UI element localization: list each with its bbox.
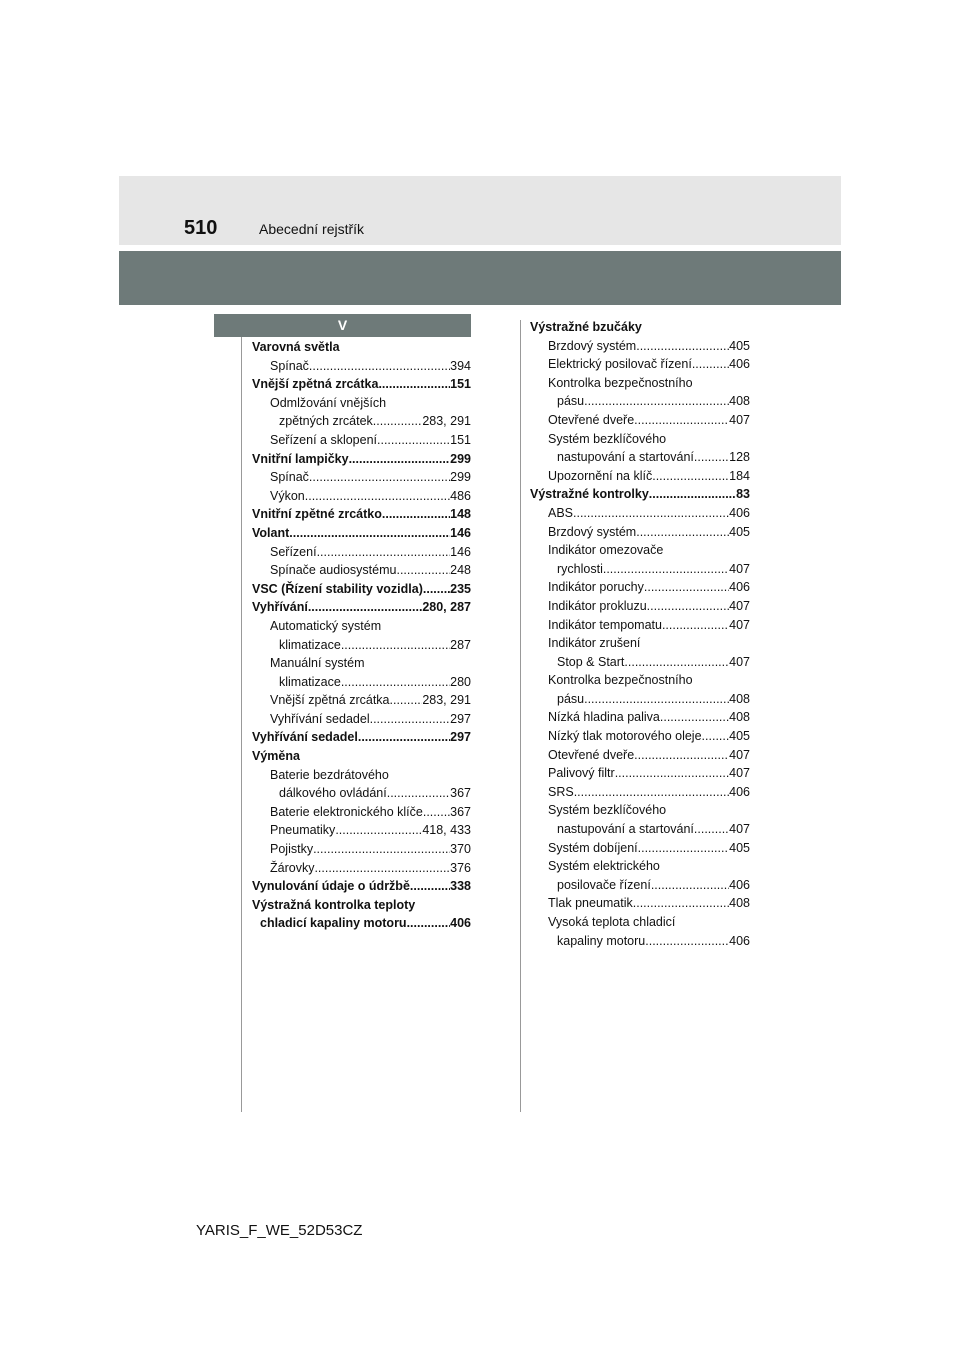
index-entry-term: rychlosti: [557, 561, 603, 576]
index-entry: [530, 504, 750, 523]
index-entry-pages: 148: [450, 507, 471, 522]
dot-leader: [390, 691, 423, 710]
dot-leader: [573, 504, 729, 523]
index-entry-term: Výstražná kontrolka teploty: [252, 897, 416, 912]
index-entry-pages: 407: [729, 654, 750, 669]
dot-leader: [634, 746, 729, 765]
dot-leader: [396, 561, 450, 580]
index-entry: [252, 766, 471, 785]
dot-leader: [335, 821, 422, 840]
index-entry-pages: 287: [450, 637, 471, 652]
index-entry: [530, 690, 750, 709]
index-entry-pages: 486: [450, 488, 471, 503]
index-entry-term: Výstražné bzučáky: [530, 320, 642, 334]
index-entry: [252, 580, 471, 599]
dot-leader: [662, 616, 729, 635]
dot-leader: [694, 820, 729, 839]
index-entry: [252, 821, 471, 840]
dot-leader: [308, 598, 423, 617]
index-entry: [530, 708, 750, 727]
index-entry: [252, 394, 471, 413]
index-entry-term: Nízká hladina paliva: [548, 710, 660, 725]
index-entry: [530, 467, 750, 486]
index-entry: [530, 671, 750, 690]
index-entry: [530, 318, 750, 337]
index-entry-term: Kontrolka bezpečnostního: [548, 375, 693, 390]
index-entry: [252, 710, 471, 729]
index-entry: [530, 653, 750, 672]
index-entry-pages: 297: [450, 711, 471, 726]
index-entry: [252, 691, 471, 710]
document-code: YARIS_F_WE_52D53CZ: [196, 1222, 363, 1239]
index-entry-term: Spínače audiosystému: [270, 563, 397, 578]
index-entry: [252, 412, 471, 431]
index-entry-term: Indikátor poruchy: [548, 580, 644, 595]
index-entry-term: Indikátor prokluzu: [548, 598, 647, 613]
index-entry-pages: 407: [729, 617, 750, 632]
index-entry-term: Výměna: [252, 749, 300, 764]
index-entry-term: Systém elektrického: [548, 859, 660, 874]
index-entry: [530, 541, 750, 560]
header-band: [119, 176, 841, 245]
index-entry-pages: 418, 433: [422, 823, 471, 838]
dot-leader: [574, 783, 729, 802]
dot-leader: [660, 708, 729, 727]
index-entry-pages: 146: [450, 525, 471, 540]
index-entry-pages: 407: [729, 598, 750, 613]
index-entry: [530, 764, 750, 783]
index-entry-term: zpětných zrcátek: [279, 414, 373, 429]
index-entry: [252, 859, 471, 878]
index-entry: [530, 392, 750, 411]
index-entry-pages: 235: [450, 581, 471, 596]
index-entry-term: Vyhřívání sedadel: [270, 711, 370, 726]
index-entry-pages: 407: [729, 412, 750, 427]
index-entry: [252, 431, 471, 450]
index-entry-pages: 297: [450, 730, 471, 745]
index-entry-pages: 151: [450, 432, 471, 447]
index-entry: [530, 839, 750, 858]
index-entry: [530, 411, 750, 430]
dot-leader: [341, 673, 450, 692]
index-entry-pages: 405: [729, 729, 750, 744]
dot-leader: [633, 894, 729, 913]
index-entry: [530, 820, 750, 839]
dot-leader: [317, 543, 451, 562]
index-entry-term: pásu: [557, 691, 585, 706]
index-entry-term: Seřízení a sklopení: [270, 432, 378, 447]
dot-leader: [692, 355, 729, 374]
index-entry-term: chladicí kapaliny motoru: [260, 916, 407, 931]
dot-leader: [305, 487, 450, 506]
index-entry-term: Žárovky: [270, 860, 315, 875]
dot-leader: [314, 859, 450, 878]
index-entry-pages: 146: [450, 544, 471, 559]
dot-leader: [423, 803, 450, 822]
index-entry: [252, 803, 471, 822]
dot-leader: [358, 728, 450, 747]
index-entry-pages: 338: [450, 879, 471, 894]
index-entry: [530, 746, 750, 765]
dot-leader: [647, 597, 729, 616]
index-entry-term: Indikátor tempomatu: [548, 617, 662, 632]
index-entry-term: Baterie elektronického klíče: [270, 804, 423, 819]
index-entry-pages: 128: [729, 450, 750, 465]
index-entry: [530, 634, 750, 653]
index-entry-term: Výkon: [270, 488, 305, 503]
index-entry: [252, 338, 471, 357]
section-letter-bar: V: [214, 314, 471, 337]
index-entry-term: Vynulování údaje o údržbě: [252, 879, 410, 894]
index-entry-term: kapaliny motoru: [557, 933, 646, 948]
index-entry-pages: 406: [729, 357, 750, 372]
index-entry-term: Upozornění na klíč: [548, 468, 653, 483]
index-entry-term: Manuální systém: [270, 656, 365, 671]
index-entry-pages: 405: [729, 524, 750, 539]
page-title: Abecední rejstřík: [259, 221, 365, 237]
index-entry: [530, 597, 750, 616]
dot-leader: [407, 914, 451, 933]
index-entry-term: Odmlžování vnějších: [270, 395, 387, 410]
index-column-right: [530, 318, 750, 950]
index-entry-term: Spínač: [270, 470, 309, 485]
index-entry-term: Baterie bezdrátového: [270, 767, 389, 782]
index-entry-term: Spínač: [270, 358, 309, 373]
dot-leader: [651, 876, 729, 895]
index-entry: [530, 876, 750, 895]
index-entry-pages: 407: [729, 561, 750, 576]
index-entry: [252, 357, 471, 376]
index-entry: [530, 932, 750, 951]
dot-leader: [649, 485, 736, 504]
index-entry-pages: 376: [450, 860, 471, 875]
index-entry-term: Stop & Start: [557, 654, 625, 669]
index-entry-term: Tlak pneumatik: [548, 896, 633, 911]
index-entry-term: SRS: [548, 784, 574, 799]
index-entry-term: VSC (Řízení stability vozidla): [252, 581, 423, 596]
dot-leader: [603, 560, 729, 579]
index-entry-pages: 394: [450, 358, 471, 373]
index-entry-term: Nízký tlak motorového oleje: [548, 729, 702, 744]
index-entry-pages: 299: [450, 470, 471, 485]
index-entry: [252, 505, 471, 524]
index-entry-term: Varovná světla: [252, 340, 340, 354]
index-entry-term: Brzdový systém: [548, 338, 637, 353]
index-entry: [252, 673, 471, 692]
index-entry-pages: 407: [729, 822, 750, 837]
index-entry-pages: 407: [729, 747, 750, 762]
dot-leader: [382, 505, 450, 524]
index-entry: [530, 485, 750, 504]
index-entry-term: Brzdový systém: [548, 524, 637, 539]
index-entry: [252, 561, 471, 580]
index-entry-term: Otevřené dveře: [548, 412, 635, 427]
index-entry: [530, 801, 750, 820]
dot-leader: [341, 636, 450, 655]
index-entry-term: Vyhřívání sedadel: [252, 730, 358, 745]
index-entry-term: nastupování a startování: [557, 822, 694, 837]
index-entry-pages: 283, 291: [422, 414, 471, 429]
dot-leader: [634, 411, 729, 430]
index-entry-pages: 406: [729, 505, 750, 520]
index-entry: [252, 840, 471, 859]
index-entry: [530, 857, 750, 876]
dot-leader: [636, 337, 729, 356]
index-entry-pages: 405: [729, 840, 750, 855]
index-entry-term: Vnitřní zpětné zrcátko: [252, 507, 382, 522]
dot-leader: [373, 412, 423, 431]
index-entry-pages: 408: [729, 691, 750, 706]
index-entry-term: Pneumatiky: [270, 823, 336, 838]
index-entry: [530, 913, 750, 932]
index-entry-pages: 406: [729, 877, 750, 892]
index-entry-pages: 248: [450, 563, 471, 578]
index-entry-term: Indikátor omezovače: [548, 543, 664, 558]
index-entry: [530, 430, 750, 449]
dot-leader: [584, 392, 729, 411]
column-divider-left: [241, 337, 242, 1112]
dot-leader: [624, 653, 729, 672]
index-entry: [530, 616, 750, 635]
index-entry-term: Volant: [252, 525, 290, 540]
dot-leader: [645, 932, 729, 951]
index-entry: [252, 375, 471, 394]
index-entry-pages: 83: [736, 487, 750, 502]
index-entry-term: Systém bezklíčového: [548, 431, 667, 446]
index-entry: [530, 727, 750, 746]
index-entry: [252, 728, 471, 747]
index-entry-term: Kontrolka bezpečnostního: [548, 673, 693, 688]
dot-leader: [702, 727, 730, 746]
index-entry: [252, 896, 471, 915]
dot-leader: [370, 710, 451, 729]
index-entry-pages: 184: [729, 468, 750, 483]
dot-leader: [615, 764, 729, 783]
dot-leader: [378, 375, 450, 394]
index-entry: [252, 617, 471, 636]
index-entry: [530, 523, 750, 542]
index-entry-pages: 280: [450, 674, 471, 689]
index-entry-term: posilovače řízení: [557, 877, 651, 892]
index-entry-pages: 406: [729, 784, 750, 799]
dot-leader: [652, 467, 729, 486]
index-entry-pages: 367: [450, 804, 471, 819]
index-entry: [252, 468, 471, 487]
index-entry: [530, 355, 750, 374]
index-entry: [530, 894, 750, 913]
dot-leader: [584, 690, 729, 709]
index-entry-term: Výstražné kontrolky: [530, 487, 649, 502]
header-dark-band: [119, 251, 841, 305]
index-entry-term: Palivový filtr: [548, 766, 615, 781]
index-entry-term: Vyhřívání: [252, 600, 308, 615]
index-entry-term: Elektrický posilovač řízení: [548, 357, 692, 372]
index-entry: [252, 524, 471, 543]
index-entry: [252, 747, 471, 766]
index-entry-pages: 406: [729, 933, 750, 948]
index-entry-pages: 406: [729, 580, 750, 595]
index-entry-term: ABS: [548, 505, 574, 520]
index-entry-pages: 406: [450, 916, 471, 931]
page-number: 510: [184, 217, 218, 239]
index-entry-term: Indikátor zrušení: [548, 636, 641, 651]
index-entry-pages: 408: [729, 394, 750, 409]
index-entry-pages: 367: [450, 786, 471, 801]
dot-leader: [423, 580, 450, 599]
index-entry: [530, 374, 750, 393]
index-entry-term: nastupování a startování: [557, 450, 694, 465]
dot-leader: [636, 523, 729, 542]
index-entry-term: Systém bezklíčového: [548, 803, 667, 818]
index-entry-term: Vnější zpětná zrcátka: [270, 693, 390, 708]
index-entry-term: Vysoká teplota chladicí: [548, 915, 676, 929]
index-entry: [252, 543, 471, 562]
index-entry-term: Pojistky: [270, 842, 314, 857]
index-entry: [530, 783, 750, 802]
dot-leader: [694, 448, 729, 467]
dot-leader: [309, 468, 450, 487]
index-entry-pages: 408: [729, 710, 750, 725]
index-entry-term: klimatizace: [279, 674, 341, 689]
index-entry-term: Vnější zpětná zrcátka: [252, 377, 379, 392]
index-entry-pages: 407: [729, 766, 750, 781]
index-entry: [252, 654, 471, 673]
index-entry: [252, 784, 471, 803]
index-entry-term: dálkového ovládání: [279, 786, 387, 801]
index-entry-pages: 408: [729, 896, 750, 911]
index-entry-pages: 405: [729, 338, 750, 353]
dot-leader: [638, 839, 730, 858]
dot-leader: [289, 524, 450, 543]
index-entry: [530, 578, 750, 597]
index-entry-term: Vnitřní lampičky: [252, 451, 349, 466]
dot-leader: [349, 450, 451, 469]
dot-leader: [644, 578, 729, 597]
index-entry: [530, 448, 750, 467]
index-entry: [252, 914, 471, 933]
index-entry-pages: 283, 291: [422, 693, 471, 708]
dot-leader: [309, 357, 450, 376]
index-entry-pages: 299: [450, 451, 471, 466]
index-entry-term: pásu: [557, 394, 585, 409]
index-entry: [252, 598, 471, 617]
index-column-left: [252, 338, 471, 933]
index-entry-pages: 370: [450, 842, 471, 857]
index-entry-term: klimatizace: [279, 637, 341, 652]
dot-leader: [410, 877, 450, 896]
index-entry: [252, 877, 471, 896]
dot-leader: [377, 431, 450, 450]
column-divider-right: [520, 320, 521, 1112]
index-entry: [530, 337, 750, 356]
index-entry: [530, 560, 750, 579]
dot-leader: [313, 840, 450, 859]
dot-leader: [387, 784, 450, 803]
index-entry-term: Systém dobíjení: [548, 840, 638, 855]
index-entry-pages: 151: [450, 377, 471, 392]
index-entry-term: Automatický systém: [270, 618, 382, 633]
index-entry-term: Seřízení: [270, 544, 317, 559]
index-entry: [252, 450, 471, 469]
index-entry-term: Otevřené dveře: [548, 747, 635, 762]
index-entry: [252, 487, 471, 506]
index-entry-pages: 280, 287: [422, 600, 471, 615]
index-entry: [252, 636, 471, 655]
